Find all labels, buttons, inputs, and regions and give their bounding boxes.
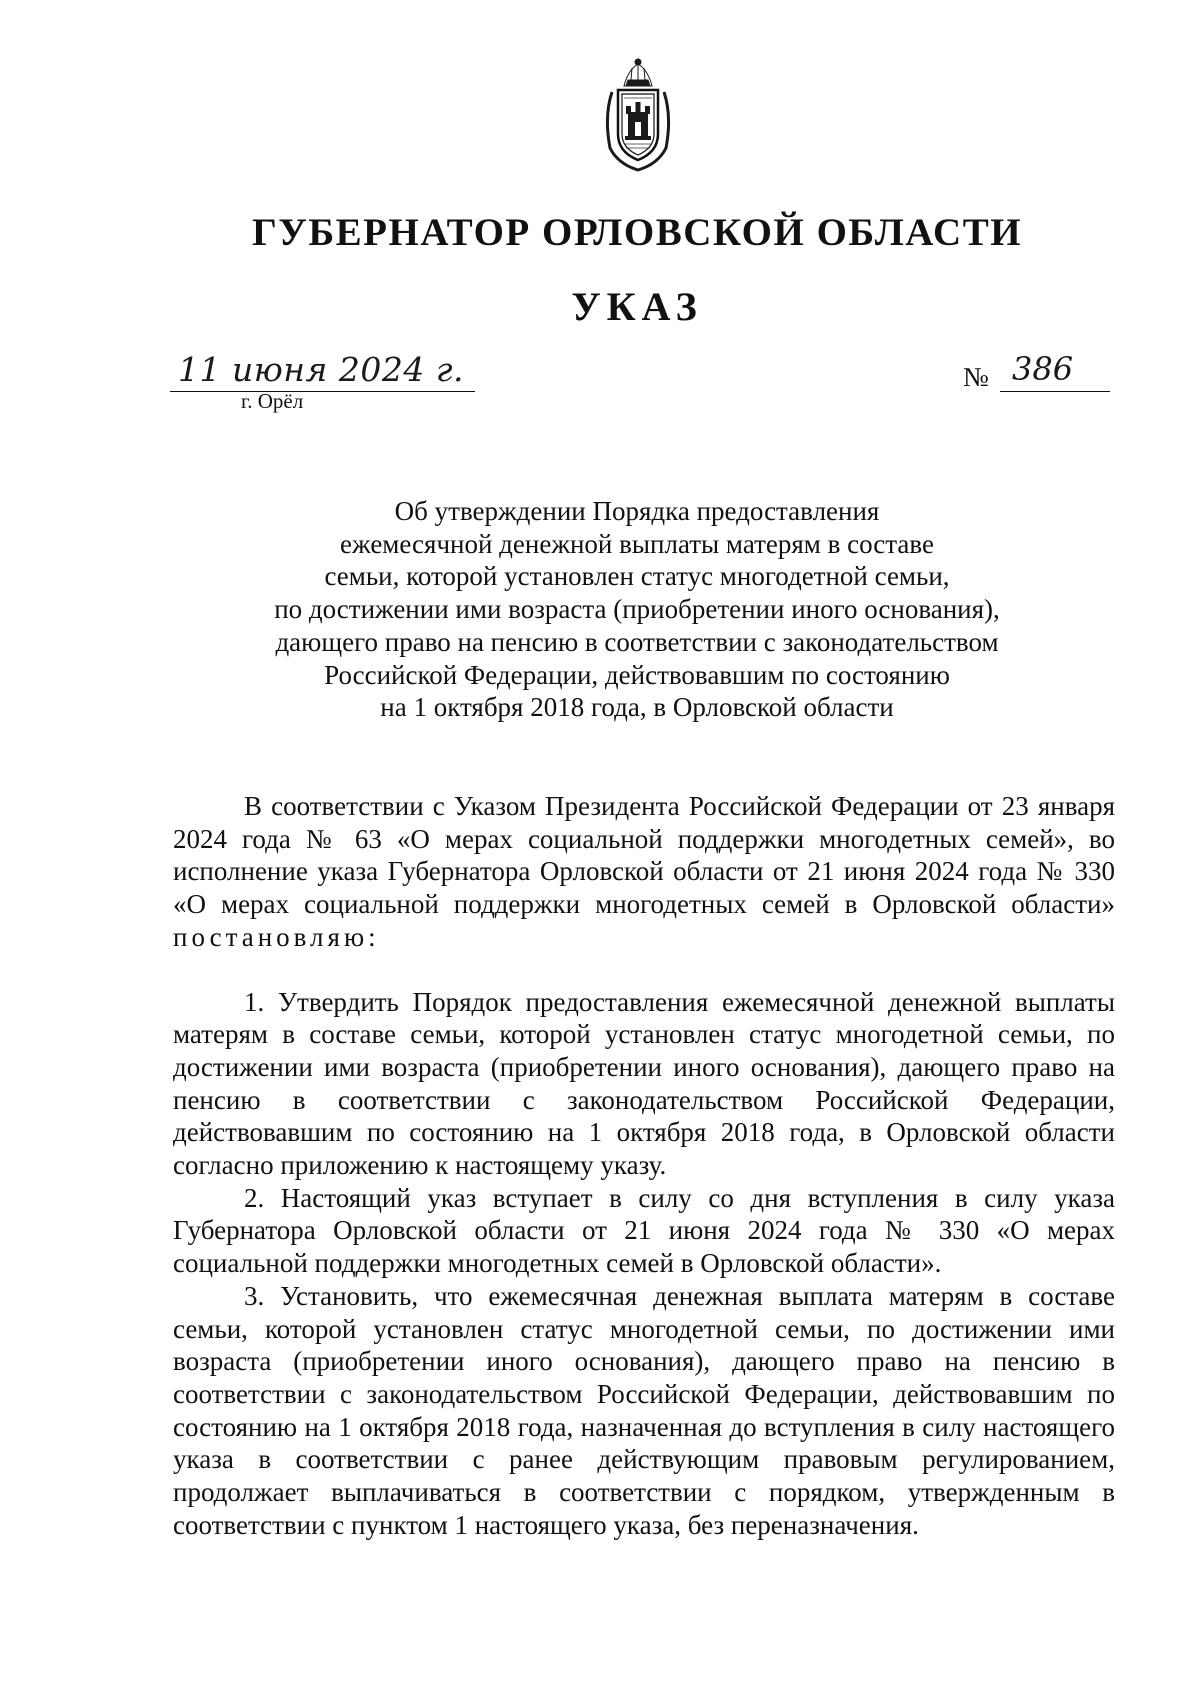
document-type: УКАЗ <box>571 284 703 329</box>
handwritten-date: 11 июня 2024 г. <box>178 350 465 389</box>
issuing-authority: ГУБЕРНАТОР ОРЛОВСКОЙ ОБЛАСТИ <box>251 211 1023 254</box>
handwritten-number: 386 <box>1012 350 1074 388</box>
coat-of-arms-emblem <box>596 56 680 176</box>
subject-line: на 1 октября 2018 года, в Орловской области <box>380 692 894 723</box>
item-paragraph: 2. Настоящий указ вступает в силу со дня вступления в силу указа Губернатора Орловской области от 21 июня 2024 года № 330 «О мерах социальной поддержки многодетных семей в Орловской области». <box>173 1182 1115 1279</box>
preamble-paragraph <box>173 790 1115 954</box>
document-subject <box>0 495 1200 724</box>
subject-line: дающего право на пенсию в соответствии с законодательством <box>275 626 999 657</box>
number-underline <box>1000 391 1110 392</box>
subject-line: по достижении ими возраста (приобретении иного основания), <box>274 594 1000 625</box>
place-of-issue: г. Орёл <box>241 389 304 413</box>
subject-line: семьи, которой установлен статус многодетной семьи, <box>324 561 950 592</box>
date-underline <box>170 391 475 392</box>
preamble-text: В соответствии с Указом Президента Российской Федерации от 23 января 2024 года № 63 «О мерах социальной поддержки многодетных семей», во исполнение указа Губернатора Орловской области от 21 июня 2024 года № 330 «О мерах социальной поддержки многодетных семей в Орловской области» <box>173 791 1115 920</box>
subject-line: ежемесячной денежной выплаты матерям в составе <box>340 528 934 559</box>
item-paragraph: 3. Установить, что ежемесячная денежная выплата матерям в составе семьи, которой установлен статус многодетной семьи, по достижении ими возраста (приобретении иного основания), дающего право на пенсию в соответствии с законодательством Российской Федерации, действовавшим по состоянию на 1 октября 2018 года, назначенная до вступления в силу настоящего указа в соответствии с ранее действующим правовым регулированием, продолжает выплачиваться в соответствии с порядком, утвержденным в соответствии с пунктом 1 настоящего указа, без переназначения. <box>173 1280 1115 1540</box>
subject-line: Российской Федерации, действовавшим по состоянию <box>324 659 950 690</box>
document-body <box>173 790 1115 1541</box>
number-label: № <box>963 362 989 392</box>
subject-line: Об утверждении Порядка предоставления <box>394 496 880 526</box>
decree-word: постановляю: <box>173 921 380 952</box>
item-paragraph: 1. Утвердить Порядок предоставления ежемесячной денежной выплаты матерям в составе семьи, которой установлен статус многодетной семьи, по достижении ими возраста (приобретении иного основания), дающего право на пенсию в соответствии с законодательством Российской Федерации, действовавшим по состоянию на 1 октября 2018 года, в Орловской области согласно приложению к настоящему указу. <box>173 986 1115 1181</box>
